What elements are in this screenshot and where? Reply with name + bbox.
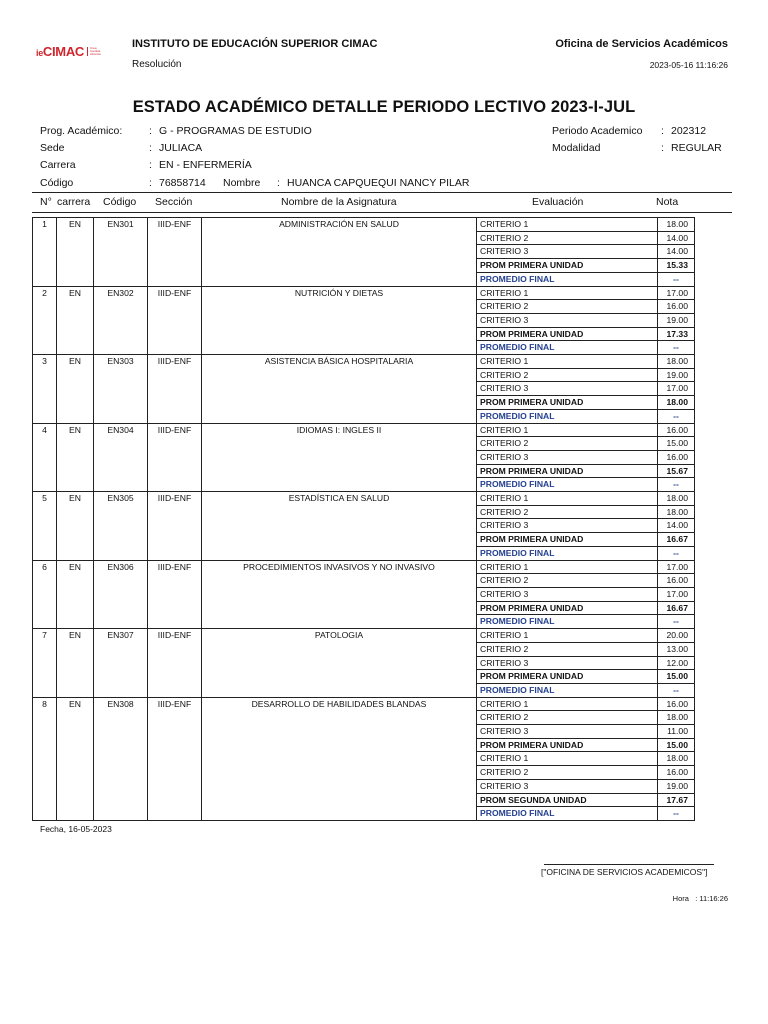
col-carrera: carrera: [57, 196, 91, 208]
grade-value: 16.00: [658, 450, 695, 464]
grade-value: 15.33: [658, 259, 695, 273]
signature-label: ["OFICINA DE SERVICIOS ACADEMICOS"]: [541, 867, 708, 877]
periodo-colon: :: [661, 125, 664, 137]
grade-value: --: [658, 807, 695, 821]
logo-tagline: Crea Cambia Alcanza: [87, 47, 102, 56]
criterion-label: CRITERIO 2: [477, 505, 658, 519]
unit-average-label: PROM PRIMERA UNIDAD: [477, 738, 658, 752]
course-code: EN303: [94, 355, 148, 424]
course-number: 5: [33, 492, 57, 561]
course-name: ASISTENCIA BÁSICA HOSPITALARIA: [202, 355, 477, 424]
grade-value: 18.00: [658, 505, 695, 519]
document-subtitle: Resolución: [132, 59, 182, 70]
course-code: EN307: [94, 629, 148, 698]
table-row: [33, 629, 695, 643]
criterion-label: CRITERIO 3: [477, 245, 658, 259]
final-average-label: PROMEDIO FINAL: [477, 341, 658, 355]
prog-label: Prog. Académico:: [40, 125, 123, 137]
criterion-label: CRITERIO 3: [477, 382, 658, 396]
grade-value: 14.00: [658, 245, 695, 259]
sede-label: Sede: [40, 142, 65, 154]
grade-value: 18.00: [658, 492, 695, 506]
header-top-rule: [32, 192, 732, 193]
course-number: 4: [33, 423, 57, 492]
grade-value: 13.00: [658, 642, 695, 656]
criterion-label: CRITERIO 1: [477, 560, 658, 574]
periodo-value: 202312: [671, 125, 707, 137]
course-section: IIID-ENF: [148, 697, 202, 820]
grade-value: 18.00: [658, 752, 695, 766]
grade-value: 19.00: [658, 368, 695, 382]
course-code: EN306: [94, 560, 148, 629]
course-name: DESARROLLO DE HABILIDADES BLANDAS: [202, 697, 477, 820]
course-carrera: EN: [57, 218, 94, 287]
course-number: 1: [33, 218, 57, 287]
course-carrera: EN: [57, 560, 94, 629]
modalidad-value: REGULAR: [671, 142, 722, 154]
signature-line: [544, 864, 714, 865]
course-name: IDIOMAS I: INGLES II: [202, 423, 477, 492]
footer-date: Fecha, 16-05-2023: [40, 824, 112, 834]
grade-value: 16.67: [658, 601, 695, 615]
grades-table: [32, 217, 695, 821]
grade-value: 17.00: [658, 382, 695, 396]
col-num: N°: [40, 196, 52, 208]
course-number: 2: [33, 286, 57, 355]
final-average-label: PROMEDIO FINAL: [477, 807, 658, 821]
criterion-label: CRITERIO 3: [477, 725, 658, 739]
table-row: [33, 492, 695, 506]
grade-value: 16.67: [658, 533, 695, 547]
grade-value: 15.67: [658, 464, 695, 478]
grade-value: --: [658, 341, 695, 355]
course-carrera: EN: [57, 423, 94, 492]
carrera-colon: :: [149, 159, 152, 171]
course-section: IIID-ENF: [148, 355, 202, 424]
grade-value: 19.00: [658, 313, 695, 327]
grade-value: 18.00: [658, 355, 695, 369]
unit-average-label: PROM PRIMERA UNIDAD: [477, 464, 658, 478]
grade-value: --: [658, 272, 695, 286]
criterion-label: CRITERIO 2: [477, 574, 658, 588]
unit-average-label: PROM PRIMERA UNIDAD: [477, 533, 658, 547]
criterion-label: CRITERIO 1: [477, 355, 658, 369]
course-code: EN302: [94, 286, 148, 355]
criterion-label: CRITERIO 3: [477, 519, 658, 533]
course-carrera: EN: [57, 492, 94, 561]
table-row: [33, 423, 695, 437]
course-section: IIID-ENF: [148, 492, 202, 561]
grade-value: 16.00: [658, 697, 695, 711]
grade-value: --: [658, 615, 695, 629]
grade-value: 17.00: [658, 560, 695, 574]
final-average-label: PROMEDIO FINAL: [477, 409, 658, 423]
nombre-colon: :: [277, 177, 280, 189]
prog-colon: :: [149, 125, 152, 137]
modalidad-label: Modalidad: [552, 142, 601, 154]
grade-value: 14.00: [658, 519, 695, 533]
col-asignatura: Nombre de la Asignatura: [281, 196, 397, 208]
grade-value: 16.00: [658, 574, 695, 588]
grade-value: 15.00: [658, 437, 695, 451]
criterion-label: CRITERIO 3: [477, 656, 658, 670]
course-section: IIID-ENF: [148, 286, 202, 355]
grade-value: 15.00: [658, 738, 695, 752]
criterion-label: CRITERIO 1: [477, 752, 658, 766]
carrera-label: Carrera: [40, 159, 76, 171]
modalidad-colon: :: [661, 142, 664, 154]
criterion-label: CRITERIO 3: [477, 450, 658, 464]
course-carrera: EN: [57, 286, 94, 355]
course-name: ESTADÍSTICA EN SALUD: [202, 492, 477, 561]
grade-value: 17.00: [658, 286, 695, 300]
grade-value: --: [658, 683, 695, 697]
criterion-label: CRITERIO 1: [477, 423, 658, 437]
course-carrera: EN: [57, 697, 94, 820]
criterion-label: CRITERIO 1: [477, 629, 658, 643]
carrera-value: EN - ENFERMERÍA: [159, 159, 252, 171]
grade-value: 16.00: [658, 300, 695, 314]
unit-average-label: PROM PRIMERA UNIDAD: [477, 601, 658, 615]
unit-average-label: PROM SEGUNDA UNIDAD: [477, 793, 658, 807]
course-section: IIID-ENF: [148, 560, 202, 629]
col-seccion: Sección: [155, 196, 193, 208]
grade-value: 11.00: [658, 725, 695, 739]
criterion-label: CRITERIO 3: [477, 313, 658, 327]
criterion-label: CRITERIO 2: [477, 368, 658, 382]
criterion-label: CRITERIO 3: [477, 779, 658, 793]
criterion-label: CRITERIO 2: [477, 437, 658, 451]
criterion-label: CRITERIO 2: [477, 711, 658, 725]
grade-value: 14.00: [658, 231, 695, 245]
table-row: [33, 218, 695, 232]
nombre-label: Nombre: [223, 177, 261, 189]
course-name: ADMINISTRACIÓN EN SALUD: [202, 218, 477, 287]
table-row: [33, 355, 695, 369]
final-average-label: PROMEDIO FINAL: [477, 478, 658, 492]
col-evaluacion: Evaluación: [532, 196, 584, 208]
footer-time-value: : 11:16:26: [695, 894, 728, 903]
sede-value: JULIACA: [159, 142, 203, 154]
unit-average-label: PROM PRIMERA UNIDAD: [477, 259, 658, 273]
nombre-value: HUANCA CAPQUEQUI NANCY PILAR: [287, 177, 470, 189]
course-number: 7: [33, 629, 57, 698]
course-name: NUTRICIÓN Y DIETAS: [202, 286, 477, 355]
final-average-label: PROMEDIO FINAL: [477, 615, 658, 629]
page-title: ESTADO ACADÉMICO DETALLE PERIODO LECTIVO 2023-I-JUL: [132, 98, 636, 116]
course-code: EN308: [94, 697, 148, 820]
course-number: 6: [33, 560, 57, 629]
grades-table-wrap: [32, 217, 695, 821]
header-bottom-rule: [32, 212, 732, 213]
table-row: [33, 286, 695, 300]
unit-average-label: PROM PRIMERA UNIDAD: [477, 327, 658, 341]
grade-value: 16.00: [658, 766, 695, 780]
footer-time: [673, 894, 728, 903]
grade-value: --: [658, 546, 695, 560]
grade-value: 17.33: [658, 327, 695, 341]
table-row: [33, 697, 695, 711]
criterion-label: CRITERIO 1: [477, 286, 658, 300]
unit-average-label: PROM PRIMERA UNIDAD: [477, 396, 658, 410]
unit-average-label: PROM PRIMERA UNIDAD: [477, 670, 658, 684]
criterion-label: CRITERIO 3: [477, 587, 658, 601]
sede-colon: :: [149, 142, 152, 154]
grade-value: 18.00: [658, 218, 695, 232]
criterion-label: CRITERIO 2: [477, 231, 658, 245]
final-average-label: PROMEDIO FINAL: [477, 546, 658, 560]
course-name: PROCEDIMIENTOS INVASIVOS Y NO INVASIVO: [202, 560, 477, 629]
final-average-label: PROMEDIO FINAL: [477, 683, 658, 697]
grade-value: 19.00: [658, 779, 695, 793]
grade-value: 15.00: [658, 670, 695, 684]
criterion-label: CRITERIO 1: [477, 218, 658, 232]
codigo-value: 76858714: [159, 177, 206, 189]
grade-value: 16.00: [658, 423, 695, 437]
timestamp: 2023-05-16 11:16:26: [649, 60, 728, 70]
institution-name: INSTITUTO DE EDUCACIÓN SUPERIOR CIMAC: [132, 38, 378, 50]
periodo-label: Periodo Academico: [552, 125, 643, 137]
course-number: 8: [33, 697, 57, 820]
course-number: 3: [33, 355, 57, 424]
course-code: EN305: [94, 492, 148, 561]
criterion-label: CRITERIO 2: [477, 300, 658, 314]
criterion-label: CRITERIO 2: [477, 766, 658, 780]
grade-value: 18.00: [658, 711, 695, 725]
grade-value: --: [658, 409, 695, 423]
criterion-label: CRITERIO 1: [477, 492, 658, 506]
course-section: IIID-ENF: [148, 629, 202, 698]
col-codigo: Código: [103, 196, 137, 208]
col-nota: Nota: [656, 196, 679, 208]
course-code: EN304: [94, 423, 148, 492]
course-carrera: EN: [57, 355, 94, 424]
course-code: EN301: [94, 218, 148, 287]
prog-value: G - PROGRAMAS DE ESTUDIO: [159, 125, 312, 137]
grade-value: 18.00: [658, 396, 695, 410]
grade-value: --: [658, 478, 695, 492]
grade-value: 17.67: [658, 793, 695, 807]
grade-value: 12.00: [658, 656, 695, 670]
grade-value: 17.00: [658, 587, 695, 601]
final-average-label: PROMEDIO FINAL: [477, 272, 658, 286]
codigo-colon: :: [149, 177, 152, 189]
codigo-label: Código: [40, 177, 74, 189]
footer-time-label: Hora: [672, 894, 689, 903]
table-row: [33, 560, 695, 574]
course-section: IIID-ENF: [148, 218, 202, 287]
course-section: IIID-ENF: [148, 423, 202, 492]
criterion-label: CRITERIO 1: [477, 697, 658, 711]
course-carrera: EN: [57, 629, 94, 698]
criterion-label: CRITERIO 2: [477, 642, 658, 656]
course-name: PATOLOGIA: [202, 629, 477, 698]
office-name: Oficina de Servicios Académicos: [555, 38, 728, 50]
grade-value: 20.00: [658, 629, 695, 643]
cimac-logo: ieCIMAC Crea Cambia Alcanza: [36, 44, 101, 59]
